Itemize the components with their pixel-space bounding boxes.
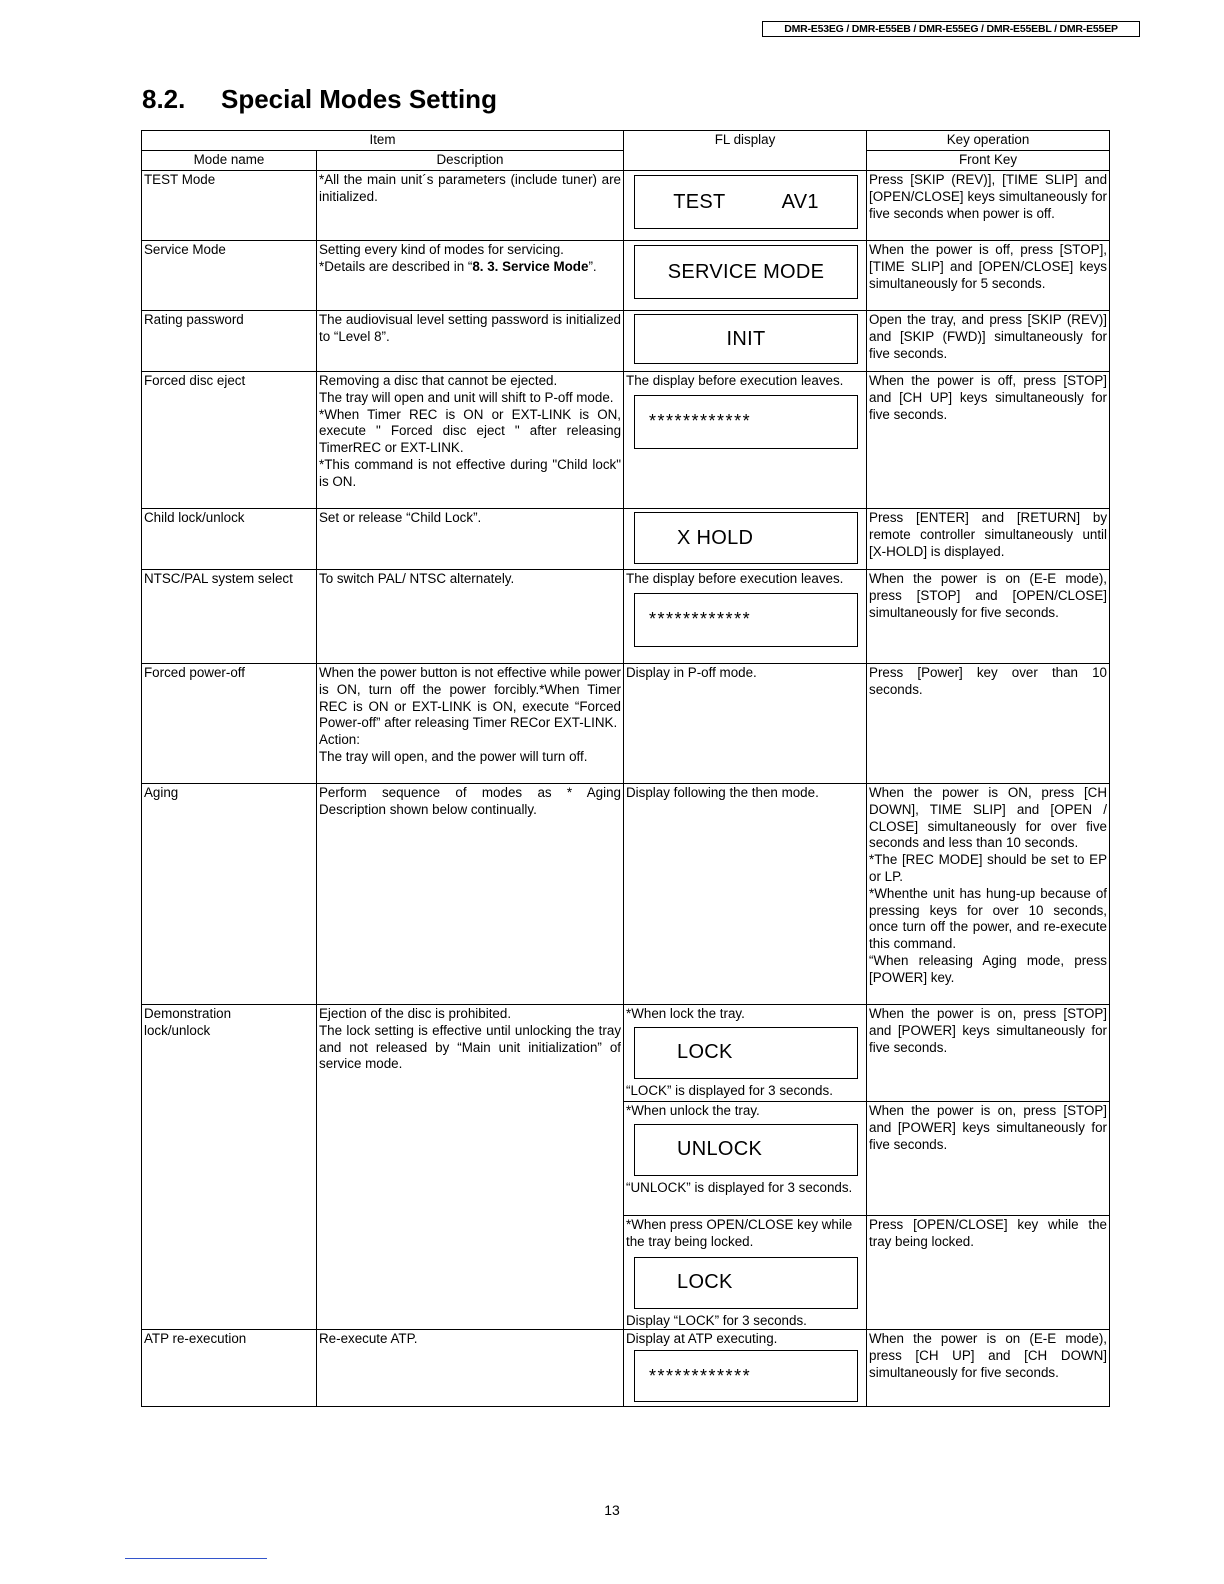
desc-line: Setting every kind of modes for servicing. [319, 242, 564, 257]
mode-description: *All the main unit´s parameters (include tuner) are initialized. [317, 171, 624, 241]
fl-note: *When lock the tray. [626, 1006, 745, 1021]
section-number: 8.2. [142, 84, 186, 114]
mode-name: Rating password [142, 311, 317, 372]
fl-display-cell [624, 1102, 867, 1216]
mode-description: Perform sequence of modes as * Aging Description shown below continually. [317, 784, 624, 1005]
fl-text: INIT [726, 327, 766, 350]
header-mode-name: Mode name [142, 151, 317, 171]
key-operation [867, 784, 1110, 1005]
fl-note: “UNLOCK” is displayed for 3 seconds. [626, 1179, 853, 1195]
fl-note: *When press OPEN/CLOSE key while the tray being locked. [626, 1217, 853, 1249]
fl-note: *When unlock the tray. [626, 1103, 760, 1118]
table-row [142, 311, 1110, 372]
fl-display-panel [634, 314, 858, 364]
fl-text: LOCK [677, 1041, 733, 1064]
page-number: 13 [604, 1502, 620, 1518]
key-operation: When the power is on, press [STOP] and [POWER] keys simultaneously for five seconds. [867, 1005, 1110, 1102]
fl-note: Display at ATP executing. [626, 1331, 778, 1347]
mode-name-line: lock/unlock [144, 1022, 211, 1038]
fl-display-panel [634, 1350, 858, 1402]
key-operation: When the power is on (E-E mode), press [CH UP] and [CH DOWN] simultaneously for five seconds. [867, 1330, 1110, 1407]
table-row [142, 241, 1110, 311]
table-row [142, 1005, 1110, 1102]
fl-display-cell [624, 372, 867, 509]
mode-description [317, 1005, 624, 1330]
fl-text: ************ [649, 411, 752, 432]
mode-description: The audiovisual level setting password is initialized to “Level 8”. [317, 311, 624, 372]
fl-display-panel [634, 1257, 858, 1309]
desc-text: *Details are described in “ [319, 258, 473, 274]
desc-line: The tray will open, and the power will turn off. [319, 748, 588, 764]
table-row [142, 570, 1110, 664]
key-operation: Press [ENTER] and [RETURN] by remote controller simultaneously until [X-HOLD] is displayed. [867, 509, 1110, 570]
special-modes-table [141, 130, 1110, 1407]
fl-display-cell [624, 1005, 867, 1102]
table-row [142, 664, 1110, 784]
fl-text: SERVICE MODE [667, 260, 825, 283]
fl-text: UNLOCK [677, 1138, 763, 1161]
fl-note: Display “LOCK” for 3 seconds. [626, 1312, 807, 1328]
mode-description: Re-execute ATP. [317, 1330, 624, 1407]
key-operation: When the power is on, press [STOP] and [POWER] keys simultaneously for five seconds. [867, 1102, 1110, 1216]
fl-note: The display before execution leaves. [626, 373, 844, 388]
fl-note: The display before execution leaves. [626, 571, 844, 586]
fl-display-cell [624, 509, 867, 570]
fl-display-panel [634, 593, 858, 647]
fl-display-panel [634, 512, 858, 564]
key-operation: Open the tray, and press [SKIP (REV)] and [SKIP (FWD)] simultaneously for five seconds. [867, 311, 1110, 372]
footnote-rule [125, 1558, 267, 1559]
fl-display-cell [624, 1330, 867, 1407]
fl-display-panel [634, 245, 858, 299]
table-header-row [142, 131, 1110, 151]
fl-note: “LOCK” is displayed for 3 seconds. [626, 1082, 833, 1098]
mode-name [142, 1005, 317, 1330]
mode-name: Service Mode [142, 241, 317, 311]
desc-line: Ejection of the disc is prohibited. [319, 1006, 512, 1021]
fl-display-cell [624, 1216, 867, 1330]
mode-name: ATP re-execution [142, 1330, 317, 1407]
key-operation: Press [SKIP (REV)], [TIME SLIP] and [OPEN/CLOSE] keys simultaneously for five seconds when power is off. [867, 171, 1110, 241]
mode-description [317, 372, 624, 509]
fl-text: ************ [649, 1365, 752, 1386]
mode-name-line: Demonstration [144, 1006, 232, 1021]
key-operation: When the power is off, press [STOP], [TIME SLIP] and [OPEN/CLOSE] keys simultaneously for 5 seconds. [867, 241, 1110, 311]
key-operation: Press [Power] key over than 10 seconds. [867, 664, 1110, 784]
header-key-operation: Key operation [867, 131, 1110, 151]
key-line: *Whenthe unit has hung-up because of pressing keys for over 10 seconds, once turn off the power, and re-execute this command. [869, 885, 1108, 952]
mode-description [317, 664, 624, 784]
fl-display-cell [624, 241, 867, 311]
fl-text: AV1 [781, 190, 819, 213]
fl-text: LOCK [677, 1271, 733, 1294]
model-header: DMR-E53EG / DMR-E55EB / DMR-E55EG / DMR-E55EBL / DMR-E55EP [762, 21, 1140, 37]
key-line: “When releasing Aging mode, press [POWER] key. [869, 952, 1108, 985]
desc-line: *When Timer REC is ON or EXT-LINK is ON, execute " Forced disc eject " after releasing TimerREC or EXT-LINK. [319, 406, 622, 456]
table-row [142, 509, 1110, 570]
desc-line: *This command is not effective during "Child lock" is ON. [319, 456, 622, 489]
fl-text: ************ [649, 609, 752, 630]
mode-name: Forced power-off [142, 664, 317, 784]
desc-line: Removing a disc that cannot be ejected. [319, 373, 558, 388]
desc-line: The lock setting is effective until unlocking the tray and not released by “Main unit initialization” of service mode. [319, 1022, 622, 1072]
mode-name: NTSC/PAL system select [142, 570, 317, 664]
key-operation: Press [OPEN/CLOSE] key while the tray being locked. [867, 1216, 1110, 1330]
mode-description [317, 241, 624, 311]
mode-description: To switch PAL/ NTSC alternately. [317, 570, 624, 664]
desc-text: ”. [588, 258, 597, 274]
desc-line: The tray will open and unit will shift to P-off mode. [319, 389, 614, 405]
fl-display-panel [634, 1027, 858, 1079]
table-row [142, 1330, 1110, 1407]
fl-display-panel [634, 395, 858, 449]
fl-text: TEST [673, 190, 726, 213]
table-row [142, 171, 1110, 241]
fl-display-panel [634, 1124, 858, 1176]
fl-note: Display in P-off mode. [624, 664, 867, 784]
key-operation: When the power is off, press [STOP] and [CH UP] keys simultaneously for five seconds. [867, 372, 1110, 509]
section-title-text: Special Modes Setting [221, 84, 497, 114]
key-line: *The [REC MODE] should be set to EP or LP. [869, 852, 1108, 884]
desc-line [319, 259, 621, 276]
fl-display-cell [624, 171, 867, 241]
mode-description: Set or release “Child Lock”. [317, 509, 624, 570]
fl-display-panel [634, 175, 858, 229]
desc-line: Action: [319, 732, 360, 748]
mode-name: Child lock/unlock [142, 509, 317, 570]
desc-line: When the power button is not effective while power is ON, turn off the power forcibly.*When Timer REC is ON or EXT-LINK is ON, execute “Forced Power-off” after releasing Timer RECor EXT-LINK. [319, 665, 622, 731]
table-row [142, 784, 1110, 1005]
fl-note: Display following the then mode. [624, 784, 867, 1005]
mode-name: Forced disc eject [142, 372, 317, 509]
header-item: Item [142, 131, 624, 151]
header-description: Description [317, 151, 624, 171]
section-title [142, 84, 497, 115]
fl-display-cell [624, 311, 867, 372]
mode-name: TEST Mode [142, 171, 317, 241]
key-operation: When the power is on (E-E mode), press [STOP] and [OPEN/CLOSE] simultaneously for five seconds. [867, 570, 1110, 664]
key-line: When the power is ON, press [CH DOWN], TIME SLIP] and [OPEN / CLOSE] simultaneously for over five seconds and less than 10 seconds. [869, 785, 1108, 851]
fl-text: X HOLD [677, 526, 754, 549]
table-row [142, 372, 1110, 509]
header-fl-display: FL display [624, 131, 867, 171]
mode-name: Aging [142, 784, 317, 1005]
service-mode-reference: 8. 3. Service Mode [472, 258, 589, 274]
fl-display-cell [624, 570, 867, 664]
header-front-key: Front Key [867, 151, 1110, 171]
